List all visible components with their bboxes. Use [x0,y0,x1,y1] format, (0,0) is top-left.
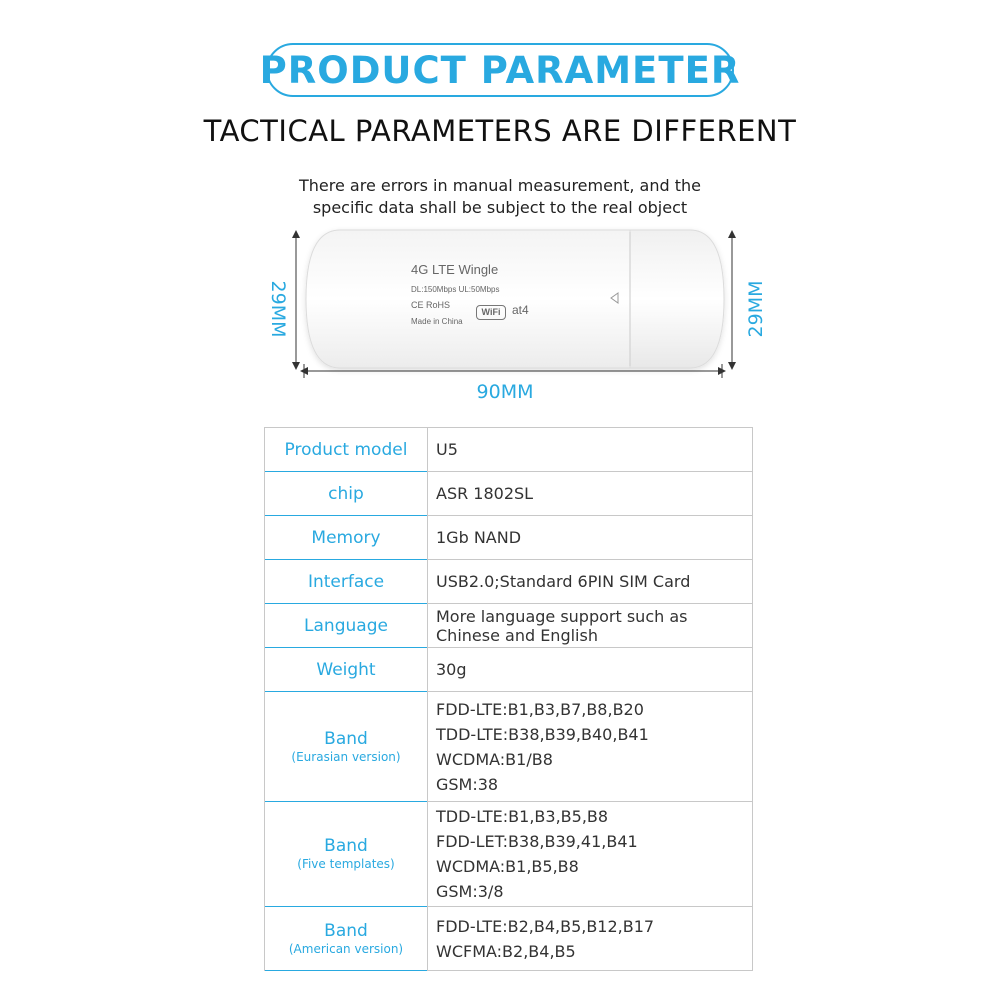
param-value: 1Gb NAND [436,528,522,547]
param-label-cell [265,472,428,516]
param-label: Band [324,920,368,941]
param-value-cell [428,560,753,604]
param-label: Interface [307,571,385,592]
note-line-1: There are errors in manual measurement, and the [299,176,701,195]
param-label-cell [265,907,428,971]
width-label: 90MM [476,381,534,403]
param-value: Chinese and English [436,625,598,645]
table-row [265,560,753,604]
param-value: GSM:3/8 [436,882,504,901]
param-label: Language [304,615,388,636]
param-label-cell [265,648,428,692]
param-label-cell [265,428,428,472]
param-label-cell [265,802,428,907]
table-row [265,648,753,692]
param-value-cell [428,604,753,648]
param-value: More language support such as [436,606,688,626]
dimension-lines [0,0,1000,420]
wifi-logo-icon: WiFi [476,305,506,320]
param-value: TDD-LTE:B38,B39,B40,B41 [436,724,649,744]
param-label: Memory [311,527,381,548]
param-label-cell [265,604,428,648]
param-sublabel: (Eurasian version) [291,749,401,764]
dongle-body [306,230,724,368]
table-row [265,692,753,802]
param-value-cell [428,692,753,802]
dongle-label-title: 4G LTE Wingle [411,262,499,277]
dongle-label-made: Made in China [411,317,463,326]
param-label: Product model [284,439,408,460]
note-line-2: specific data shall be subject to the real object [312,198,688,217]
param-label: Band [324,836,368,856]
param-label-cell [265,692,428,802]
page-headline: TACTICAL PARAMETERS ARE DIFFERENT [203,114,797,148]
param-label: Weight [316,659,376,680]
param-value-cell [428,472,753,516]
table-row [265,428,753,472]
param-value: ASR 1802SL [436,484,534,503]
table-row [265,604,753,648]
param-sublabel: (American version) [288,941,404,956]
param-value: U5 [436,440,458,459]
param-value: WCFMA:B2,B4,B5 [436,941,576,961]
table-row [265,472,753,516]
param-value-cell [428,428,753,472]
param-label: Band [324,728,368,749]
height-label-left: 29MM [267,280,289,338]
param-value: WCDMA:B1/B8 [436,749,553,769]
banner-title: PRODUCT PARAMETER [259,48,741,92]
param-value: GSM:38 [436,774,499,794]
parameter-table [264,427,753,971]
param-value: WCDMA:B1,B5,B8 [436,857,579,876]
param-value: 30g [436,660,467,679]
param-value-cell [428,648,753,692]
dongle-label-marks: CE RoHS [411,300,451,310]
param-value: FDD-LTE:B1,B3,B7,B8,B20 [436,699,644,719]
param-label-cell [265,560,428,604]
param-sublabel: (Five templates) [297,857,395,871]
param-value-cell [428,516,753,560]
at4-logo-icon: at4 [512,303,529,317]
param-label-cell [265,516,428,560]
param-value-cell [428,802,753,907]
table-row [265,516,753,560]
param-value: FDD-LET:B38,B39,41,B41 [436,832,638,851]
param-value: FDD-LTE:B2,B4,B5,B12,B17 [436,916,655,936]
param-label: chip [328,483,364,504]
product-illustration [0,0,1000,420]
dongle-label-speed: DL:150Mbps UL:50Mbps [411,285,500,294]
param-value: USB2.0;Standard 6PIN SIM Card [436,572,691,591]
table-row [265,802,753,907]
table-row [265,907,753,971]
param-value: TDD-LTE:B1,B3,B5,B8 [436,807,609,826]
height-label-right: 29MM [745,280,767,338]
param-value-cell [428,907,753,971]
